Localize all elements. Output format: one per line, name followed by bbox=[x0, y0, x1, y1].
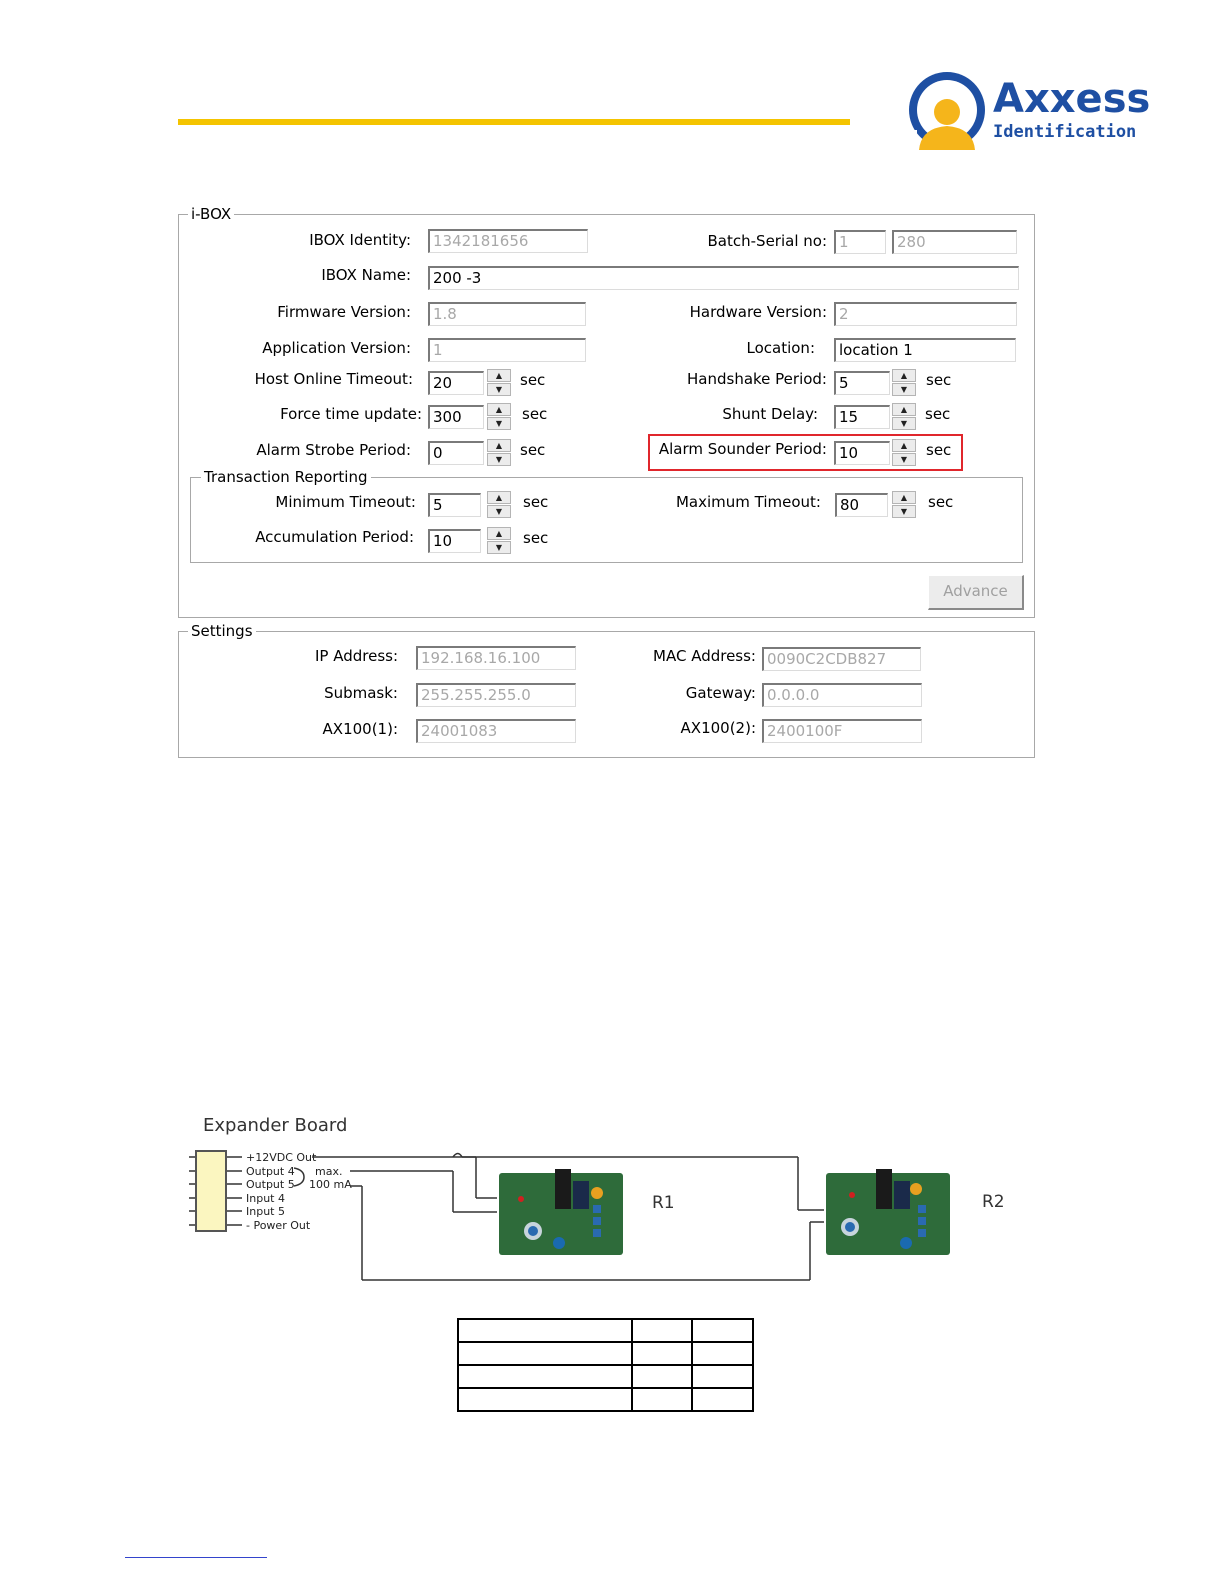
handshake-period-spinner[interactable] bbox=[892, 369, 916, 397]
mac-address-label: MAC Address: bbox=[653, 647, 756, 665]
submask-label: Submask: bbox=[324, 684, 398, 702]
batch-serial-label: Batch-Serial no: bbox=[707, 232, 827, 250]
header-rule bbox=[178, 119, 850, 125]
unit-label: sec bbox=[520, 441, 546, 459]
settings-group-title: Settings bbox=[188, 622, 256, 640]
maximum-timeout-label: Maximum Timeout: bbox=[675, 493, 821, 511]
ip-address-field[interactable]: 192.168.16.100 bbox=[416, 646, 576, 670]
minimum-timeout-spinner[interactable] bbox=[487, 491, 511, 519]
location-field[interactable]: location 1 bbox=[834, 338, 1016, 362]
table-row bbox=[458, 1342, 753, 1365]
table-row bbox=[458, 1319, 753, 1342]
spin-up-icon[interactable]: ▲ bbox=[892, 369, 916, 382]
unit-label: sec bbox=[522, 405, 548, 423]
alarm-sounder-period-field[interactable]: 10 bbox=[834, 441, 890, 465]
unit-label: sec bbox=[523, 493, 549, 511]
unit-label: sec bbox=[928, 493, 954, 511]
table-cell bbox=[458, 1319, 632, 1342]
force-time-update-field[interactable]: 300 bbox=[428, 405, 484, 429]
max-label: max. bbox=[315, 1165, 343, 1178]
spin-down-icon[interactable]: ▼ bbox=[487, 383, 511, 396]
pin-label: Output 5 bbox=[246, 1178, 295, 1191]
handshake-period-label: Handshake Period: bbox=[687, 370, 827, 388]
spin-up-icon[interactable]: ▲ bbox=[487, 369, 511, 382]
alarm-strobe-period-field[interactable]: 0 bbox=[428, 441, 484, 465]
maximum-timeout-spinner[interactable] bbox=[892, 491, 916, 519]
spin-down-icon[interactable]: ▼ bbox=[892, 453, 916, 466]
table-cell bbox=[458, 1388, 632, 1411]
gateway-label: Gateway: bbox=[685, 684, 756, 702]
person-icon bbox=[905, 70, 991, 154]
relay-board-r2 bbox=[824, 1165, 952, 1257]
table-cell bbox=[692, 1365, 753, 1388]
ax100-1-label: AX100(1): bbox=[322, 720, 398, 738]
shunt-delay-field[interactable]: 15 bbox=[834, 405, 890, 429]
relay-label-r1: R1 bbox=[652, 1193, 675, 1213]
unit-label: sec bbox=[925, 405, 951, 423]
table-cell bbox=[692, 1342, 753, 1365]
relay-board-r1 bbox=[497, 1165, 625, 1257]
ibox-name-label: IBOX Name: bbox=[321, 266, 411, 284]
table-row bbox=[458, 1388, 753, 1411]
relay-label-r2: R2 bbox=[982, 1192, 1005, 1212]
pin-label: Output 4 bbox=[246, 1165, 295, 1178]
advance-button[interactable]: Advance bbox=[928, 575, 1024, 610]
spin-up-icon[interactable]: ▲ bbox=[487, 527, 511, 540]
table-cell bbox=[632, 1342, 692, 1365]
submask-field[interactable]: 255.255.255.0 bbox=[416, 683, 576, 707]
ibox-identity-field[interactable]: 1342181656 bbox=[428, 229, 588, 253]
hardware-version-label: Hardware Version: bbox=[689, 303, 827, 321]
pin-label: - Power Out bbox=[246, 1219, 311, 1232]
spin-down-icon[interactable]: ▼ bbox=[892, 383, 916, 396]
mac-address-field[interactable]: 0090C2CDB827 bbox=[762, 647, 921, 671]
maximum-timeout-field[interactable]: 80 bbox=[835, 493, 888, 517]
unit-label: sec bbox=[926, 441, 952, 459]
ax100-2-label: AX100(2): bbox=[680, 719, 756, 737]
ibox-group-title: i-BOX bbox=[188, 205, 234, 223]
spin-up-icon[interactable]: ▲ bbox=[892, 491, 916, 504]
accumulation-period-field[interactable]: 10 bbox=[428, 529, 481, 553]
table-cell bbox=[632, 1388, 692, 1411]
current-label: 100 mA bbox=[309, 1178, 352, 1191]
table-cell bbox=[632, 1365, 692, 1388]
table-cell bbox=[692, 1388, 753, 1411]
spin-down-icon[interactable]: ▼ bbox=[487, 505, 511, 518]
ip-address-label: IP Address: bbox=[314, 647, 398, 665]
pin-label: Input 5 bbox=[246, 1205, 285, 1218]
spin-down-icon[interactable]: ▼ bbox=[487, 541, 511, 554]
host-online-timeout-field[interactable]: 20 bbox=[428, 371, 484, 395]
transaction-reporting-title: Transaction Reporting bbox=[201, 468, 371, 486]
logo-wordmark: Axxess bbox=[993, 76, 1151, 122]
batch-field[interactable]: 1 bbox=[834, 230, 886, 254]
table-cell bbox=[692, 1319, 753, 1342]
minimum-timeout-label: Minimum Timeout: bbox=[275, 493, 416, 511]
pin-label: +12VDC Out bbox=[246, 1151, 317, 1164]
table-cell bbox=[632, 1319, 692, 1342]
axxess-logo bbox=[905, 70, 1151, 154]
location-label: Location: bbox=[746, 339, 815, 357]
spin-down-icon[interactable]: ▼ bbox=[892, 505, 916, 518]
table-row bbox=[458, 1365, 753, 1388]
ax100-1-field[interactable]: 24001083 bbox=[416, 719, 576, 743]
hardware-version-field[interactable]: 2 bbox=[834, 302, 1017, 326]
host-online-timeout-label: Host Online Timeout: bbox=[254, 370, 413, 388]
alarm-strobe-period-label: Alarm Strobe Period: bbox=[256, 441, 411, 459]
unit-label: sec bbox=[520, 371, 546, 389]
spin-up-icon[interactable]: ▲ bbox=[487, 439, 511, 452]
empty-table bbox=[457, 1318, 754, 1412]
spin-up-icon[interactable]: ▲ bbox=[487, 403, 511, 416]
firmware-version-label: Firmware Version: bbox=[277, 303, 411, 321]
spin-up-icon[interactable]: ▲ bbox=[892, 403, 916, 416]
ax100-2-field[interactable]: 2400100F bbox=[762, 719, 922, 743]
spin-up-icon[interactable]: ▲ bbox=[892, 439, 916, 452]
table-cell bbox=[458, 1365, 632, 1388]
firmware-version-field[interactable]: 1.8 bbox=[428, 302, 586, 326]
spin-down-icon[interactable]: ▼ bbox=[892, 417, 916, 430]
pin-label: Input 4 bbox=[246, 1192, 285, 1205]
alarm-sounder-period-label: Alarm Sounder Period: bbox=[658, 440, 827, 458]
spin-down-icon[interactable]: ▼ bbox=[487, 417, 511, 430]
table-cell bbox=[458, 1342, 632, 1365]
shunt-delay-label: Shunt Delay: bbox=[722, 405, 818, 423]
ibox-identity-label: IBOX Identity: bbox=[309, 231, 411, 249]
host-online-timeout-spinner[interactable] bbox=[487, 369, 511, 397]
alarm-sounder-period-spinner[interactable] bbox=[892, 439, 916, 467]
gateway-field[interactable]: 0.0.0.0 bbox=[762, 683, 922, 707]
ibox-name-field[interactable]: 200 -3 bbox=[428, 266, 1019, 290]
shunt-delay-spinner[interactable] bbox=[892, 403, 916, 431]
spin-up-icon[interactable]: ▲ bbox=[487, 491, 511, 504]
force-time-update-spinner[interactable] bbox=[487, 403, 511, 431]
logo-subtitle: Identification bbox=[993, 122, 1137, 142]
unit-label: sec bbox=[926, 371, 952, 389]
alarm-strobe-period-spinner[interactable] bbox=[487, 439, 511, 467]
footer-link-underline[interactable] bbox=[125, 1557, 267, 1558]
accumulation-period-label: Accumulation Period: bbox=[255, 528, 414, 546]
unit-label: sec bbox=[523, 529, 549, 547]
force-time-update-label: Force time update: bbox=[280, 405, 422, 423]
minimum-timeout-field[interactable]: 5 bbox=[428, 493, 481, 517]
transaction-reporting-group bbox=[190, 477, 1023, 563]
expander-board-title: Expander Board bbox=[203, 1115, 348, 1136]
application-version-field[interactable]: 1 bbox=[428, 338, 586, 362]
accumulation-period-spinner[interactable] bbox=[487, 527, 511, 555]
application-version-label: Application Version: bbox=[262, 339, 411, 357]
serial-field[interactable]: 280 bbox=[892, 230, 1017, 254]
handshake-period-field[interactable]: 5 bbox=[834, 371, 890, 395]
spin-down-icon[interactable]: ▼ bbox=[487, 453, 511, 466]
